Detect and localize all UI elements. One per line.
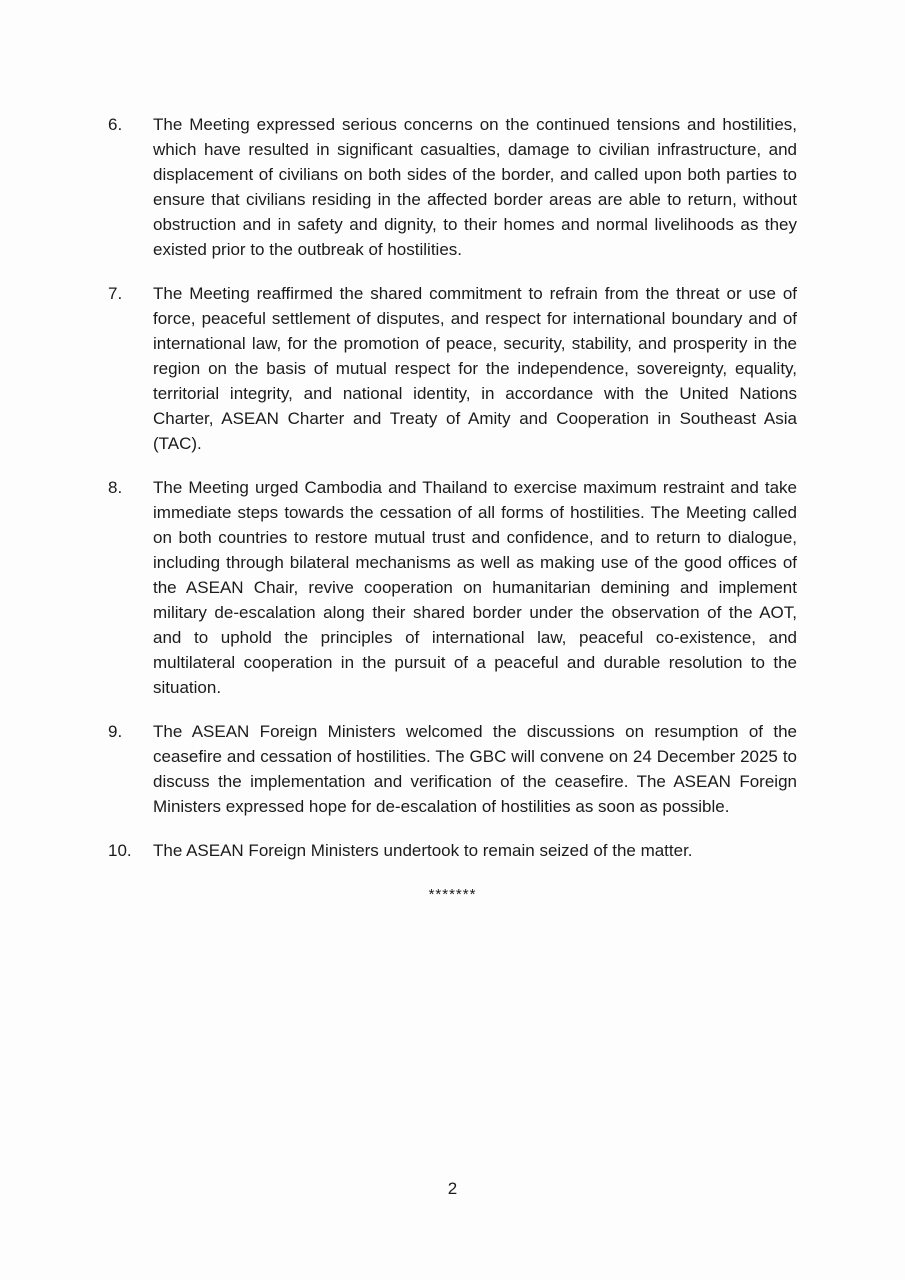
numbered-paragraph: [108, 719, 797, 819]
paragraph-list: [108, 112, 797, 863]
paragraph-number: 9.: [108, 722, 123, 741]
paragraph-text: The Meeting expressed serious concerns on the continued tensions and hostilities, which have resulted in significant casualties, damage to civilian infrastructure, and displacement of civilians on both sides of the border, and called upon both parties to ensure that civilians residing in the affected border areas are able to return, without obstruction and in safety and dignity, to their homes and normal livelihoods as they existed prior to the outbreak of hostilities.: [153, 115, 797, 259]
numbered-paragraph: [108, 838, 797, 863]
paragraph-number: 8.: [108, 478, 123, 497]
numbered-paragraph: [108, 475, 797, 700]
paragraph-text: The ASEAN Foreign Ministers welcomed the discussions on resumption of the ceasefire and cessation of hostilities. The GBC will convene on 24 December 2025 to discuss the implementation and verification of the ceasefire. The ASEAN Foreign Ministers expressed hope for de-escalation of hostilities as soon as possible.: [153, 722, 797, 816]
paragraph-text: The Meeting reaffirmed the shared commitment to refrain from the threat or use of force, peaceful settlement of disputes, and respect for international boundary and of international law, for the promotion of peace, security, stability, and prosperity in the region on the basis of mutual respect for the independence, sovereignty, equality, territorial integrity, and national identity, in accordance with the United Nations Charter, ASEAN Charter and Treaty of Amity and Cooperation in Southeast Asia (TAC).: [153, 284, 797, 453]
paragraph-text: The Meeting urged Cambodia and Thailand to exercise maximum restraint and take immediate steps towards the cessation of all forms of hostilities. The Meeting called on both countries to restore mutual trust and confidence, and to return to dialogue, including through bilateral mechanisms as well as making use of the good offices of the ASEAN Chair, revive cooperation on humanitarian demining and implement military de-escalation along their shared border under the observation of the AOT, and to uphold the principles of international law, peaceful co-existence, and multilateral cooperation in the pursuit of a peaceful and durable resolution to the situation.: [153, 478, 797, 697]
paragraph-number: 10.: [108, 841, 132, 860]
asterisk-separator: *******: [428, 886, 477, 903]
paragraph-number: 6.: [108, 115, 123, 134]
paragraph-text: The ASEAN Foreign Ministers undertook to remain seized of the matter.: [153, 841, 693, 860]
page-number: 2: [447, 1179, 458, 1198]
paragraph-number: 7.: [108, 284, 123, 303]
numbered-paragraph: [108, 281, 797, 456]
numbered-paragraph: [108, 112, 797, 262]
